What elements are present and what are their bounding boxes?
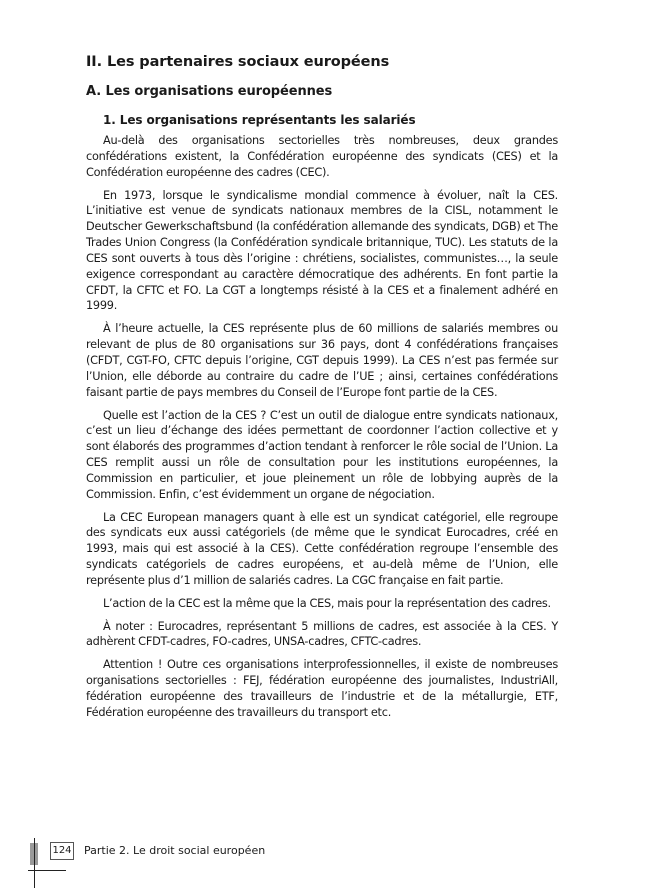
paragraph-ces-action: Quelle est l’action de la CES ? C’est un outil de dialogue entre syndicats nationaux, c’est un lieu d’échange des idées permettant de coordonner l’action collective et y sont élaborés des programmes d’action tendant à renforcer le rôle social de l’Union. La CES remplit aussi un rôle de consultation pour les institutions européennes, la Commission en particulier, et joue pleinement un rôle de lobbying auprès de la Commission. Enfin, c’est évidemment un organe de négociation. (86, 408, 558, 501)
crop-mark-horizontal (28, 870, 66, 871)
running-footer-title: Partie 2. Le droit social européen (84, 844, 266, 857)
page-content (86, 52, 558, 728)
paragraph-ces-membership: À l’heure actuelle, la CES représente plus de 60 millions de salariés membres ou relevant de plus de 80 organisations sur 36 pays, dont 4 confédérations françaises (CFDT, CGT-FO, CFTC depuis l’origine, CGT depuis 1999). La CES n’est pas fermée sur l’Union, elle déborde au contraire du cadre de l’UE ; ainsi, certaines confédérations faisant partie de pays membres du Conseil de l’Europe font partie de la CES. (86, 322, 558, 399)
paragraph-cec: La CEC European managers quant à elle est un syndicat catégoriel, elle regroupe des syndicats eux aussi catégoriels (de même que le syndicat Eurocadres, créé en 1993, mais qui est associé à la CES). Cette confédération regroupe l’ensemble des syndicats catégoriels de cadres européens, et au-delà même de l’Union, elle représente plus d’1 million de salariés cadres. La CGC française en fait partie. (86, 510, 558, 587)
paragraph-intro: Au-delà des organisations sectorielles très nombreuses, deux grandes confédérations existent, la Confédération européenne des syndicats (CES) et la Confédération européenne des cadres (CEC). (86, 134, 558, 179)
paragraph-note-eurocadres: À noter : Eurocadres, représentant 5 millions de cadres, est associée à la CES. Y adhèrent CFDT-cadres, FO-cadres, UNSA-cadres, CFTC-cadres. (86, 619, 558, 649)
section-title: II. Les partenaires sociaux européens (86, 54, 390, 70)
page-number: 124 (50, 842, 74, 860)
subsubsection-title: 1. Les organisations représentants les salariés (103, 113, 416, 127)
crop-mark-vertical (34, 838, 35, 888)
page-footer (28, 838, 328, 888)
paragraph-cec-action: L’action de la CEC est la même que la CES, mais pour la représentation des cadres. (103, 596, 551, 610)
paragraph-ces-history: En 1973, lorsque le syndicalisme mondial commence à évoluer, naît la CES. L’initiative est venue de syndicats nationaux membres de la CISL, notamment le Deutscher Gewerkschaftsbund (la confédération allemande des syndicats, DGB) et The Trades Union Congress (la Confédération syndicale britannique, TUC). Les statuts de la CES sont ouverts à tous dès l’origine : chrétiens, socialistes, communistes…, la seule exigence correspondant au caractère démocratique des adhérents. En font partie la CFDT, la CFTC et FO. La CGT a longtemps résisté à la CES et a finalement adhéré en 1999. (86, 188, 558, 313)
subsection-title: A. Les organisations européennes (86, 84, 333, 99)
paragraph-attention-sectorial: Attention ! Outre ces organisations interprofessionnelles, il existe de nombreuses organisations sectorielles : FEJ, fédération européenne des journalistes, IndustriAll, fédération européenne des travailleurs de l’industrie et de la métallurgie, ETF, Fédération européenne des travailleurs du transport etc. (86, 658, 558, 719)
